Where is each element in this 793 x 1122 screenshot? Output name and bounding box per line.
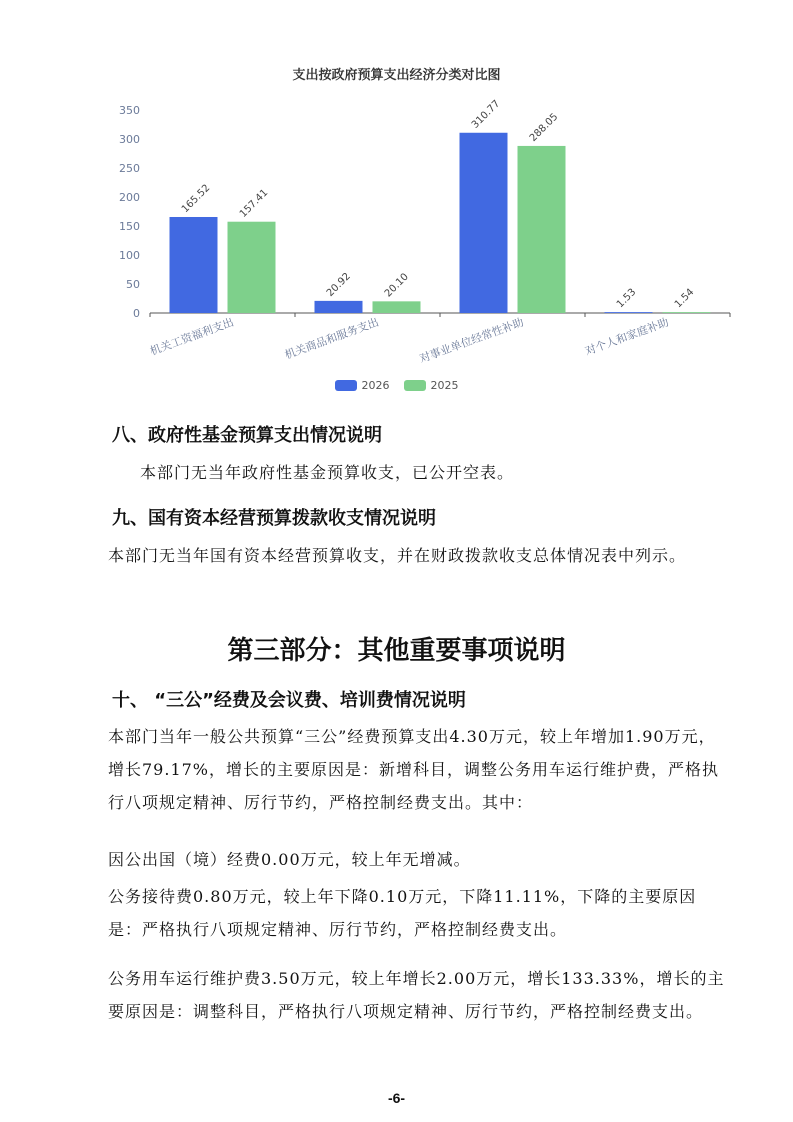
- paragraph-overseas: 因公出国（境）经费0.00万元，较上年无增减。: [108, 850, 471, 869]
- y-tick-label-1: 50: [126, 278, 140, 291]
- data-label-2026-3: 1.53: [614, 286, 639, 311]
- legend-label-2026: 2026: [361, 379, 390, 392]
- bar-2025-3: [663, 312, 711, 313]
- data-label-2025-3: 1.54: [672, 286, 697, 311]
- bar-2026-2: [460, 133, 508, 313]
- legend-swatch-2026: [335, 380, 357, 391]
- bar-2026-0: [170, 217, 218, 313]
- section8-heading: 八、政府性基金预算支出情况说明: [112, 425, 382, 446]
- x-category-label-3: 对个人和家庭补助: [583, 315, 671, 358]
- y-tick-label-3: 150: [119, 220, 140, 233]
- x-category-label-2: 对事业单位经常性补助: [417, 315, 526, 366]
- chart-legend: [0, 379, 793, 392]
- page-number: -6-: [387, 1090, 406, 1106]
- legend-item-2026[interactable]: [335, 379, 390, 392]
- data-label-2025-2: 288.05: [527, 111, 561, 145]
- bar-2025-0: [228, 222, 276, 313]
- y-tick-label-7: 350: [119, 104, 140, 117]
- x-category-label-1: 机关商品和服务支出: [283, 315, 381, 362]
- bar-chart: [0, 0, 793, 400]
- paragraph-reception: 公务接待费0.80万元，较上年下降0.10万元，下降11.11%，下降的主要原因是：严格执行八项规定精神、厉行节约，严格控制经费支出。: [108, 887, 697, 939]
- section10-heading: 十、 “三公”经费及会议费、培训费情况说明: [112, 690, 466, 711]
- data-label-2025-0: 157.41: [237, 187, 271, 220]
- chart-title: 支出按政府预算支出经济分类对比图: [292, 68, 501, 83]
- data-label-2026-1: 20.92: [324, 270, 353, 299]
- data-label-2025-1: 20.10: [382, 271, 411, 300]
- data-label-2026-0: 165.52: [179, 182, 213, 216]
- bar-2025-2: [518, 146, 566, 313]
- y-tick-label-2: 100: [119, 249, 140, 262]
- legend-swatch-2025: [404, 380, 426, 391]
- legend-item-2025[interactable]: [404, 379, 459, 392]
- bar-2025-1: [373, 301, 421, 313]
- y-tick-label-4: 200: [119, 191, 140, 204]
- bar-2026-3: [605, 312, 653, 313]
- legend-label-2025: 2025: [430, 379, 459, 392]
- bar-2026-1: [315, 301, 363, 313]
- data-label-2026-2: 310.77: [469, 98, 503, 131]
- y-tick-label-5: 250: [119, 162, 140, 175]
- section8-paragraph: 本部门无当年政府性基金预算收支，已公开空表。: [140, 463, 515, 482]
- section9-heading: 九、国有资本经营预算拨款收支情况说明: [112, 508, 436, 529]
- y-tick-label-6: 300: [119, 133, 140, 146]
- section9-paragraph: 本部门无当年国有资本经营预算收支，并在财政拨款收支总体情况表中列示。: [108, 546, 687, 565]
- x-category-label-0: 机关工资福利支出: [148, 315, 236, 358]
- paragraph-sanggong-total: 本部门当年一般公共预算“三公”经费预算支出4.30万元，较上年增加1.90万元，增长79.17%，增长的主要原因是：新增科目，调整公务用车运行维护费，严格执行八项规定精神、厉行节约，严格控制经费支出。其中：: [108, 727, 720, 812]
- y-tick-label-0: 0: [133, 307, 140, 320]
- part3-title: 第三部分：其他重要事项说明: [227, 636, 566, 666]
- paragraph-vehicle: 公务用车运行维护费3.50万元，较上年增长2.00万元，增长133.33%，增长的主要原因是：调整科目，严格执行八项规定精神、厉行节约，严格控制经费支出。: [108, 969, 725, 1021]
